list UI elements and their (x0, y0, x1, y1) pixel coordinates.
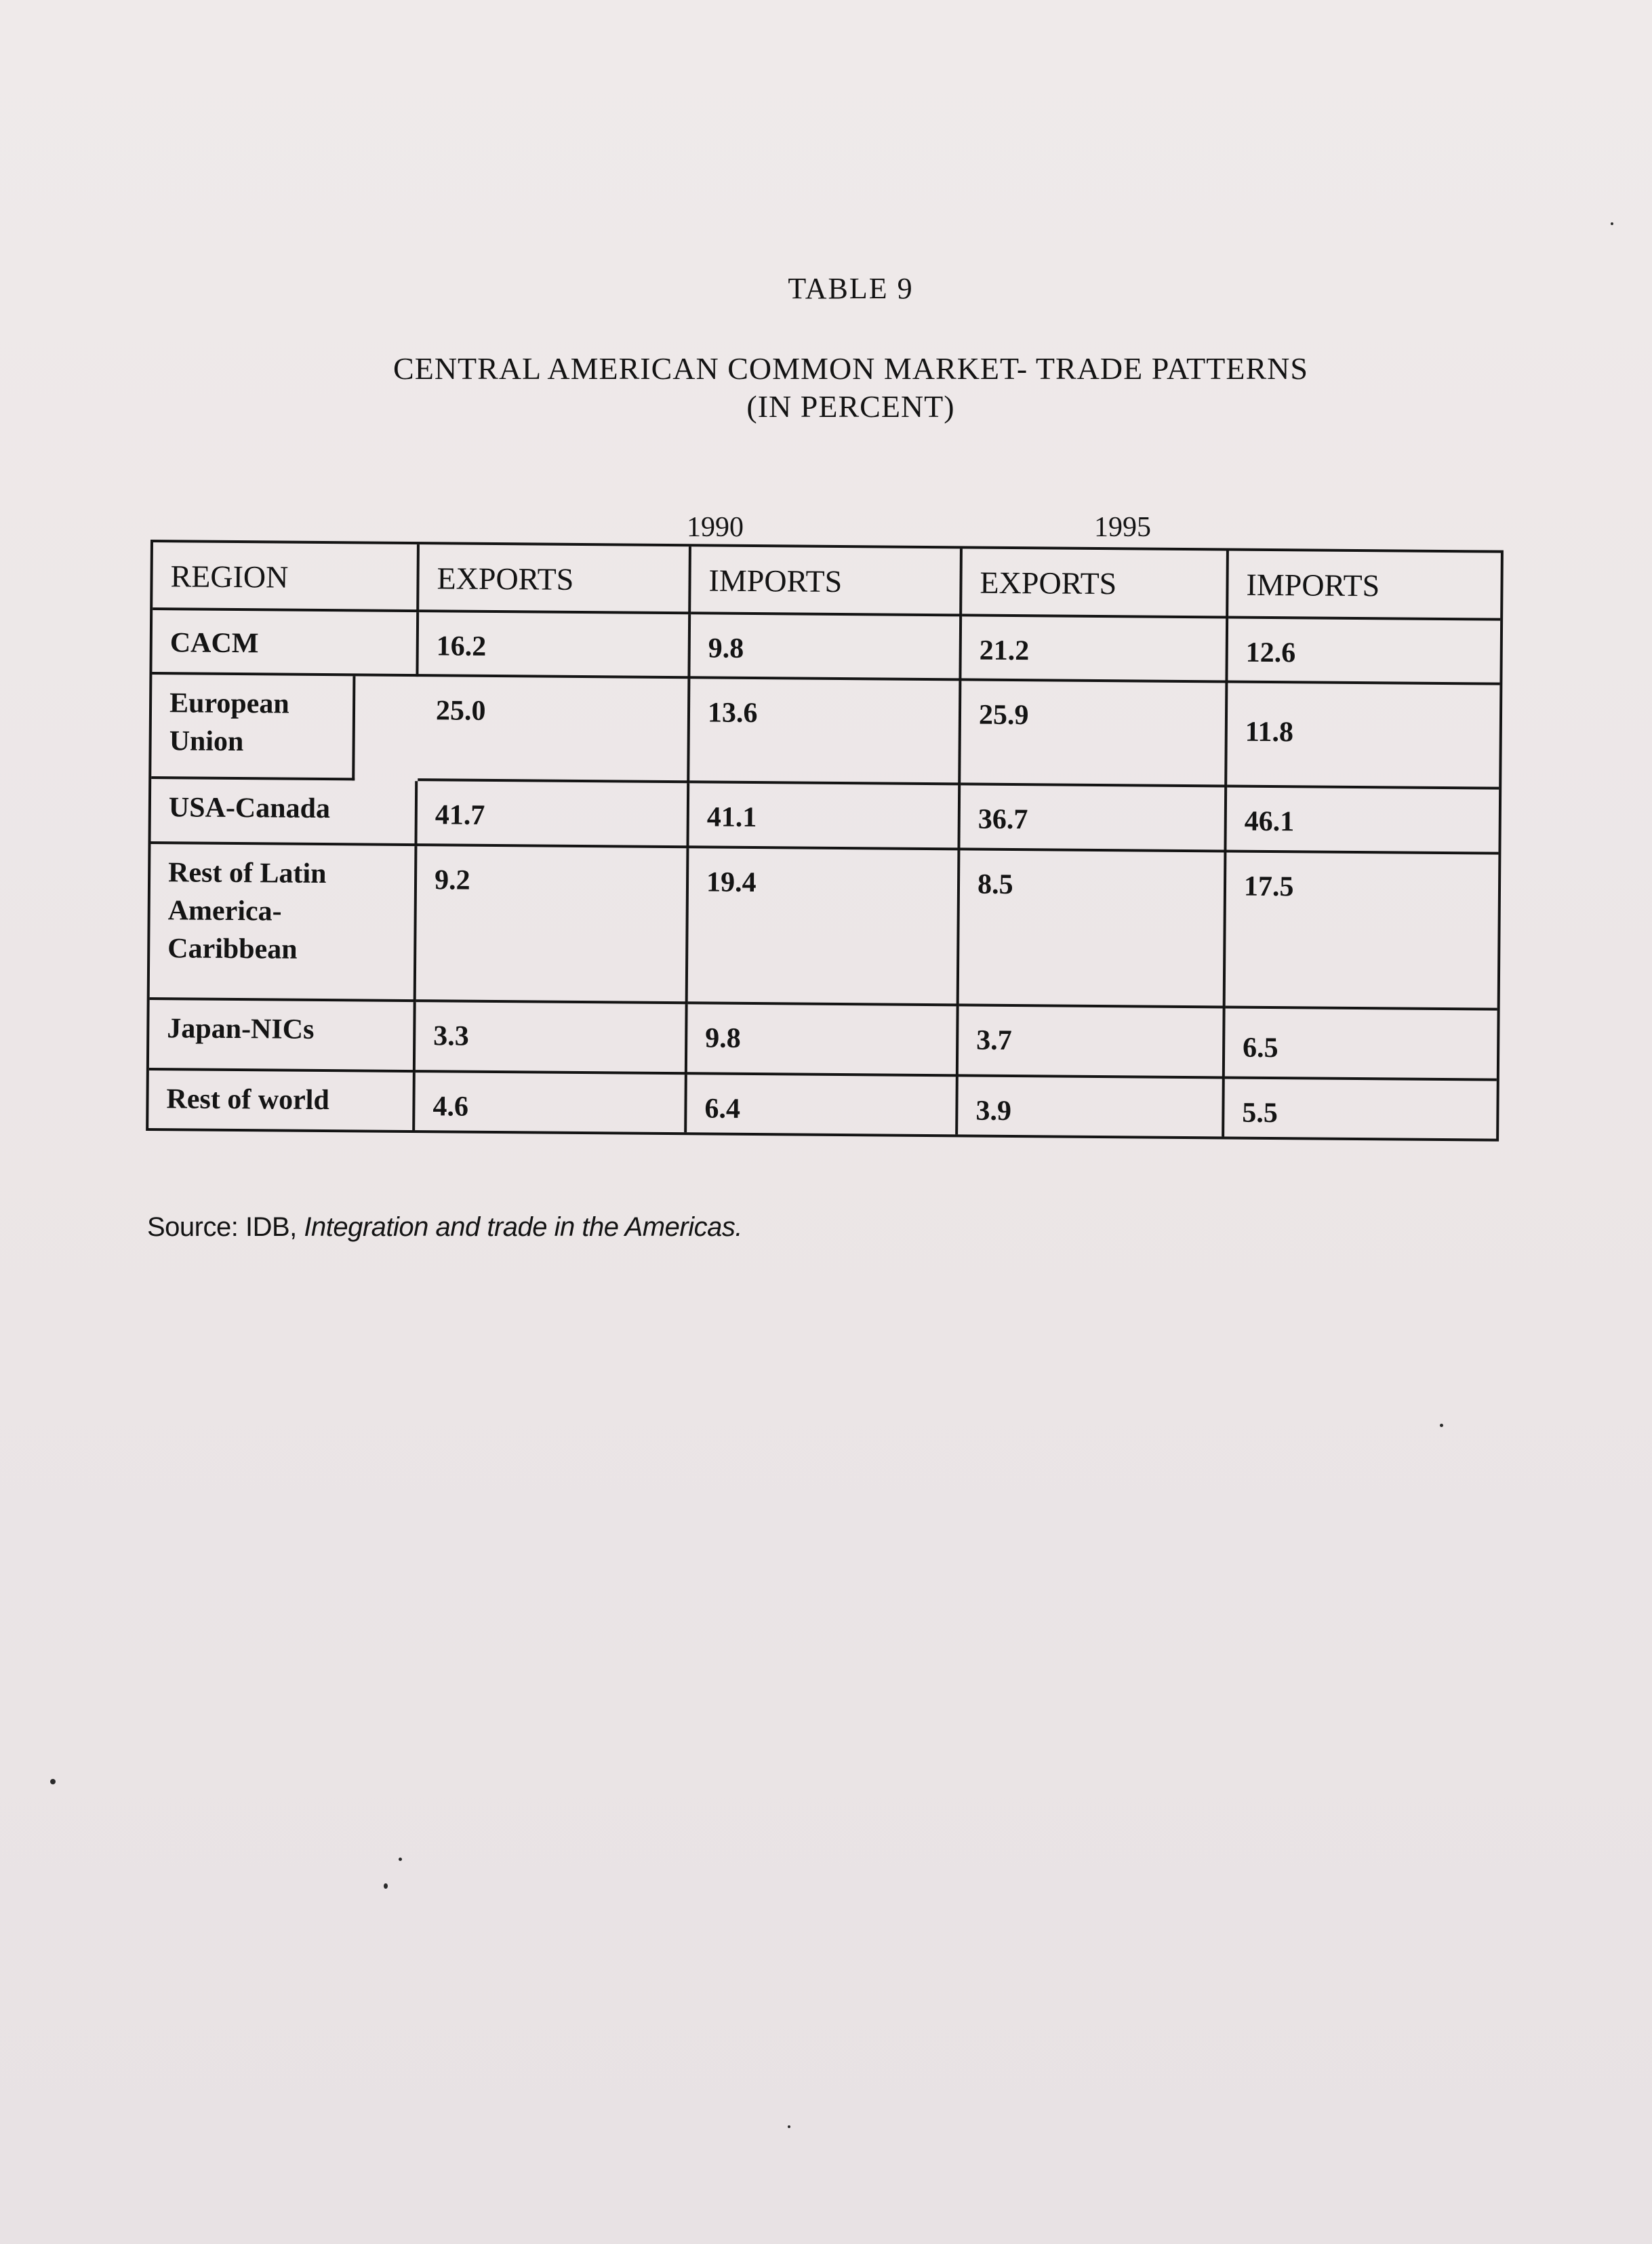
source-title: Integration and trade in the Americas. (304, 1212, 742, 1242)
dust-speck (1611, 222, 1613, 225)
row-region-label: European Union (151, 675, 355, 780)
table-cell: 3.7 (959, 1006, 1226, 1079)
dust-speck (50, 1779, 56, 1784)
column-header-region: REGION (153, 542, 420, 612)
column-header-imports-1995: IMPORTS (1228, 550, 1501, 620)
table-cell: 21.2 (961, 616, 1228, 683)
table-number: TABLE 9 (788, 272, 914, 305)
table-title (0, 350, 1652, 426)
column-header-exports-1990: EXPORTS (419, 544, 691, 614)
table-cell: 25.9 (961, 681, 1228, 787)
table-cell: 9.8 (690, 614, 962, 681)
table-cell: 41.7 (417, 781, 689, 848)
dust-speck (384, 1883, 388, 1889)
table-cell: 4.6 (415, 1073, 687, 1132)
year-header-1990: 1990 (687, 512, 744, 543)
row-region-label: Rest of world (148, 1070, 416, 1130)
table-cell: 8.5 (959, 850, 1227, 1008)
table-cell: 25.0 (418, 677, 690, 783)
table-cell: 11.8 (1227, 683, 1499, 789)
dust-speck (788, 2125, 790, 2128)
row-region-label: Rest of Latin America-Caribbean (150, 844, 418, 1002)
table-cell: 17.5 (1226, 852, 1499, 1010)
table-cell: 16.2 (418, 612, 691, 679)
dust-speck (399, 1858, 402, 1861)
table-cell: 3.3 (416, 1002, 688, 1075)
column-header-exports-1995: EXPORTS (962, 548, 1229, 618)
table-cell: 9.8 (687, 1004, 959, 1077)
row-region-label: Japan-NICs (149, 1000, 416, 1073)
table-cell: 19.4 (688, 848, 961, 1006)
source-prefix: Source: IDB, (147, 1212, 304, 1242)
source-note (147, 1212, 742, 1243)
year-header-1995: 1995 (1094, 512, 1151, 543)
trade-patterns-table (146, 540, 1504, 1142)
table-title-line-1: CENTRAL AMERICAN COMMON MARKET- TRADE PATTERNS (393, 351, 1308, 386)
row-region-label: CACM (152, 610, 419, 677)
table-cell: 5.5 (1242, 1097, 1278, 1129)
table-title-line-2: (IN PERCENT) (746, 389, 955, 424)
row-region-label: USA-Canada (150, 779, 418, 846)
table-cell: 6.5 (1225, 1008, 1497, 1081)
table-cell: 3.9 (958, 1077, 1225, 1136)
column-header-imports-1990: IMPORTS (691, 546, 963, 616)
table-cell: 12.6 (1228, 618, 1500, 685)
table-cell: 41.1 (689, 783, 961, 850)
table-cell: 9.2 (416, 846, 689, 1004)
table-cell: 6.4 (687, 1075, 959, 1134)
dust-speck (1440, 1424, 1443, 1427)
table-cell: 46.1 (1226, 787, 1499, 854)
table-cell: 13.6 (689, 679, 961, 785)
table-cell: 36.7 (960, 785, 1227, 852)
